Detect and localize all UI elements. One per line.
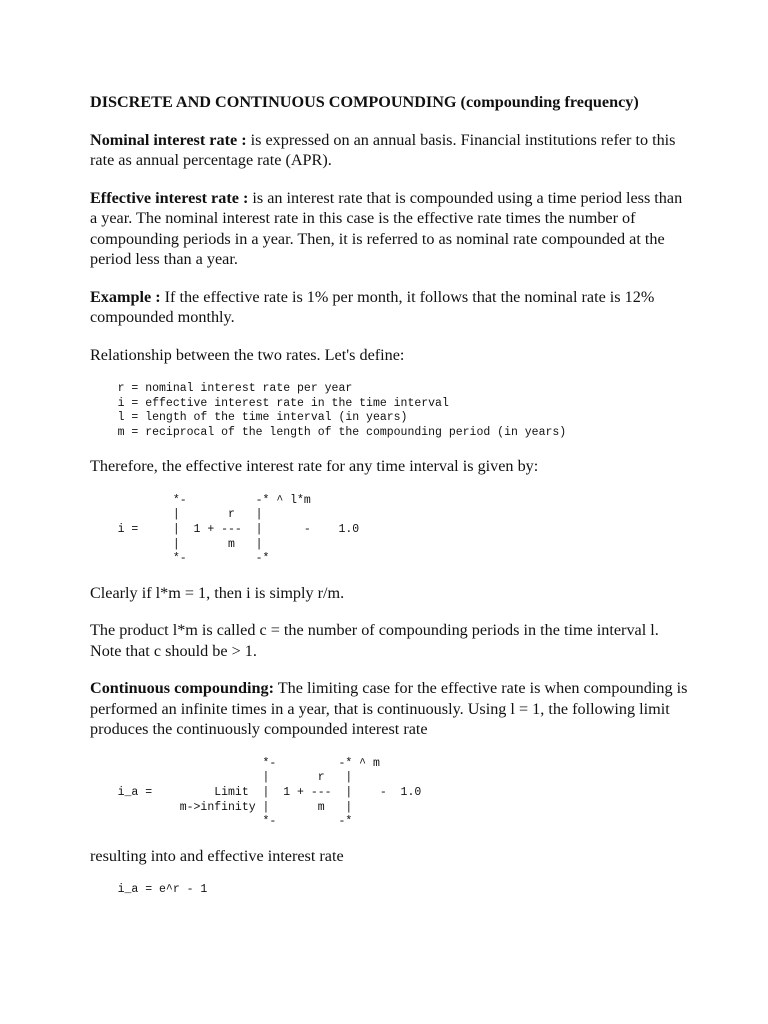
therefore-paragraph: Therefore, the effective interest rate for any time interval is given by: [90,457,539,476]
nominal-rate-paragraph [90,130,690,171]
continuous-compounding-term: Continuous compounding: [90,679,274,698]
document-title: DISCRETE AND CONTINUOUS COMPOUNDING (compounding frequency) [90,93,639,111]
relationship-paragraph: Relationship between the two rates. Let's define: [90,345,405,364]
example-paragraph [90,287,690,328]
effective-rate-text: is an interest rate that is compounded using a time period less than a year. The nominal interest rate in this case is the effective rate times the number of compounding periods in a year. Then, it is referred to as nominal rate compounded at the period less than a year. [90,188,683,268]
effective-rate-formula: *- -* ^ l*m | r | i = | 1 + --- | - 1.0 | m | *- -* [117,493,360,566]
product-paragraph: The product l*m is called c = the number of compounding periods in the time interval l. Note that c should be > 1. [90,621,659,660]
resulting-paragraph: resulting into and effective interest rate [90,846,344,865]
clearly-paragraph: Clearly if l*m = 1, then i is simply r/m. [90,583,345,602]
variable-definitions: r = nominal interest rate per year i = effective interest rate in the time interval l = length of the time interval (in years) m = reciprocal of the length of the compounding period (in years) [117,382,567,439]
continuous-compounding-paragraph [90,678,690,740]
continuous-compounding-text: The limiting case for the effective rate is when compounding is performed an infinite times in a year, that is continuously. Using l = 1, the following limit produces the continuously compounded interest rate [90,679,688,739]
effective-rate-term: Effective interest rate : [90,188,249,207]
example-term: Example : [90,287,161,306]
example-text: If the effective rate is 1% per month, it follows that the nominal rate is 12% compounded monthly. [90,287,655,326]
nominal-rate-term: Nominal interest rate : [90,130,247,149]
limit-formula: *- -* ^ m | r | i_a = Limit | 1 + --- | - 1.0 m->infinity | m | *- -* [117,756,422,829]
effective-rate-paragraph [90,188,690,270]
nominal-rate-text: is expressed on an annual basis. Financial institutions refer to this rate as annual percentage rate (APR). [90,130,676,169]
continuous-rate-formula: i_a = e^r - 1 [90,883,208,897]
document-page [90,92,690,914]
